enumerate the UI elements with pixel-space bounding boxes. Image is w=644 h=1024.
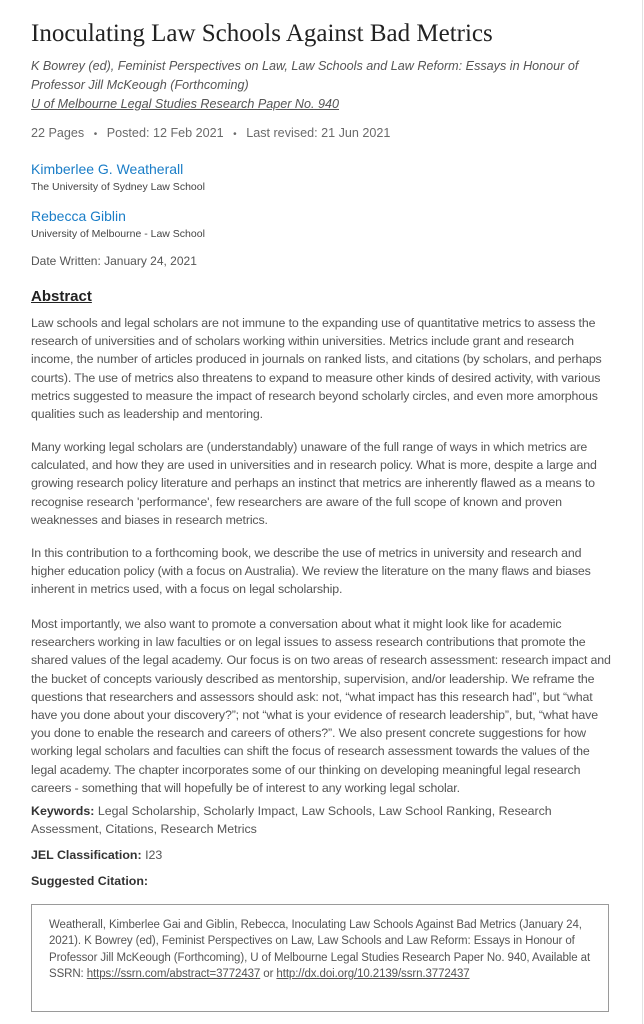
paper-title: Inoculating Law Schools Against Bad Metrics <box>31 20 493 47</box>
author-block <box>31 161 205 193</box>
separator-dot: • <box>233 129 237 140</box>
author-block <box>31 208 205 240</box>
series-link[interactable]: U of Melbourne Legal Studies Research Paper No. 940 <box>31 97 340 111</box>
jel-classification <box>31 846 616 864</box>
citation-box <box>31 904 609 1012</box>
jel-value: I23 <box>145 848 163 862</box>
abstract-heading: Abstract <box>31 288 92 305</box>
suggested-citation-heading <box>31 872 616 890</box>
separator-dot: • <box>93 129 98 140</box>
citation-text: Weatherall, Kimberlee Gai and Giblin, Rebecca, Inoculating Law Schools Against Bad Metrics (January 24, 2021). K Bowrey (ed), Feminist Perspectives on Law, Law Schools and Law Reform: Essays in Honour of Professor Jill McKeough (Forthcoming), U of Melbourne Legal Studies Research Paper No. 940, Available at SSRN: <box>49 919 591 980</box>
abstract-paragraph: Many working legal scholars are (understandably) unaware of the full range of ways in which metrics are calculated, and how they are used in universities and in research policy. What is more, despite a large and growing research policy literature and perhaps an instinct that metrics are inherently flawed as a means to recognise research 'performance', few researchers are aware of the full scope of known and proven weaknesses and biases in research metrics. <box>31 440 597 527</box>
abstract-paragraph: In this contribution to a forthcoming book, we describe the use of metrics in university and research and higher education policy (with a focus on Australia). We review the literature on the many flaws and biases inherent in metrics used, with a focus on legal scholarship. <box>31 546 591 597</box>
date-written: Date Written: January 24, 2021 <box>31 254 197 268</box>
keywords <box>31 802 616 838</box>
paper-meta <box>31 126 390 140</box>
abstract-paragraph: Law schools and legal scholars are not immune to the expanding use of quantitative metrics to assess the research of universities and of scholars working within universities. Metrics include grant and research income, the number of articles produced in journals on ranked lists, and citations (by scholars, and perhaps courts). The use of metrics also threatens to expand to measure other kinds of desired activity, with various metrics suggested to measure the impact of research beyond scholarly circles, and even more amorphous qualities such as leadership and mentoring. <box>31 316 602 422</box>
ssrn-link[interactable]: https://ssrn.com/abstract=3772437 <box>86 967 261 980</box>
keywords-value: Legal Scholarship, Scholarly Impact, Law Schools, Law School Ranking, Research Assessment, Citations, Research Metrics <box>31 804 552 837</box>
citation-or: or <box>260 967 277 980</box>
author-affiliation: The University of Sydney Law School <box>31 181 205 193</box>
doi-link[interactable]: http://dx.doi.org/10.2139/ssrn.3772437 <box>276 967 470 980</box>
author-affiliation: University of Melbourne - Law School <box>31 228 205 240</box>
suggested-citation-label: Suggested Citation: <box>31 874 149 888</box>
page-count: 22 Pages <box>31 126 85 140</box>
posted-date: Posted: 12 Feb 2021 <box>106 126 224 140</box>
page-edge-line <box>642 0 643 1024</box>
keywords-label: Keywords: <box>31 804 95 818</box>
author-link[interactable]: Kimberlee G. Weatherall <box>31 161 184 177</box>
jel-label: JEL Classification: <box>31 848 142 862</box>
revised-date: Last revised: 21 Jun 2021 <box>246 126 391 140</box>
abstract-paragraph: Most importantly, we also want to promote a conversation about what it might look like for academic researchers working in law faculties or on legal issues to assess research contributions that promote the shared values of the legal academy. Our focus is on two areas of research assessment: research impact and the bucket of concepts variously described as mentorship, supervision, and/or leadership. We reframe the questions that researchers and assessors should ask: not, “what impact has this research had”, but “what have you done about your discovery?”; not “what is your evidence of research leadership”, but, “what have you done to enable the research and careers of others?”. We also present concrete suggestions for how working legal scholars and faculties can shift the focus of research assessment towards the values of the legal academy. The chapter incorporates some of our thinking on developing meaningful legal research careers - something that will hopefully be of interest to any working legal scholar. <box>31 617 611 795</box>
author-link[interactable]: Rebecca Giblin <box>31 208 126 224</box>
journal-citation: K Bowrey (ed), Feminist Perspectives on Law, Law Schools and Law Reform: Essays in Honour of Professor Jill McKeough (Forthcoming) <box>31 59 579 92</box>
journal-info <box>31 57 621 114</box>
